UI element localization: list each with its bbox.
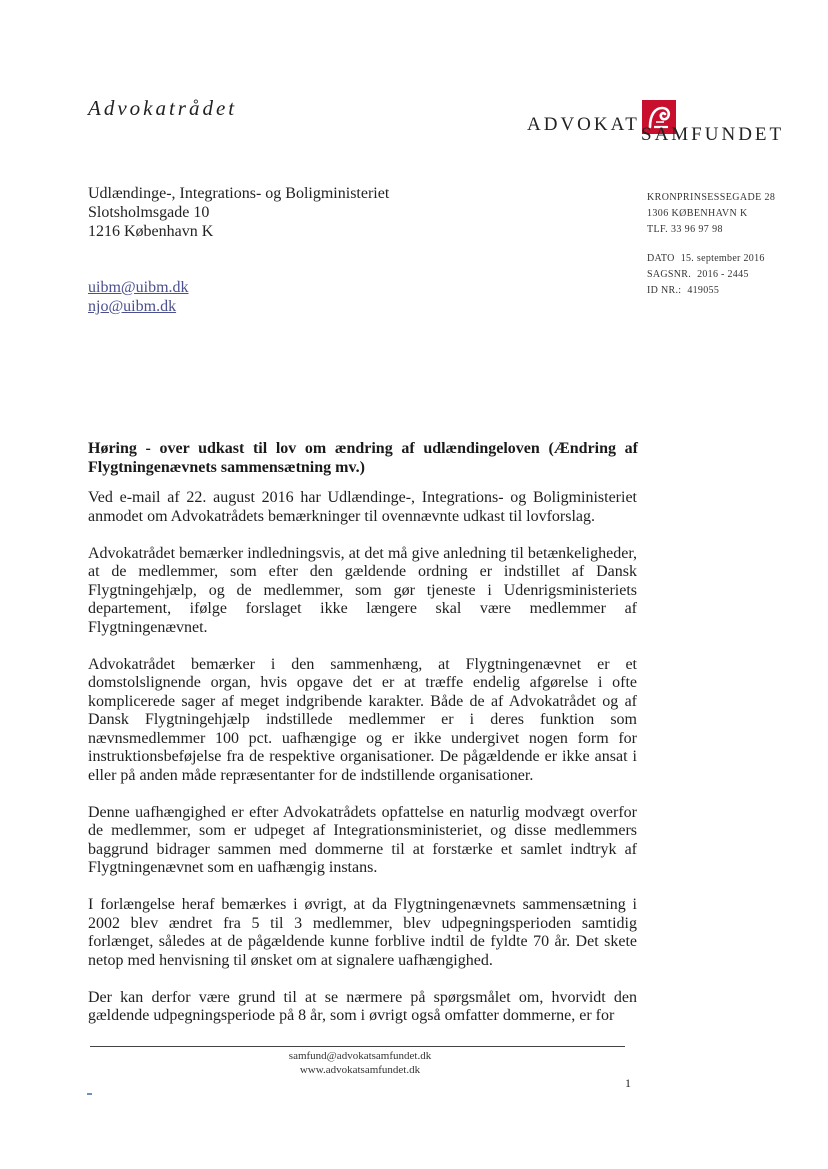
- body-paragraph: Denne uafhængighed er efter Advokatrådets opfattelse en naturlig modvægt overfor de medlemmer, som er udpeget af Integrationsministeriet, og disse medlemmers baggrund bidrager sammen med dommerne til at forstærke et samlet indtryk af Flygtningenævnet som en uafhængig instans.: [88, 803, 637, 876]
- letter-subject: Høring - over udkast til lov om ændring af udlændingeloven (Ændring af Flygtningenævnets sammensætning mv.): [88, 440, 638, 476]
- date-label: DATO: [647, 253, 675, 264]
- case-value: 2016 - 2445: [697, 269, 749, 280]
- recipient-line: 1216 København K: [88, 223, 214, 240]
- letter-meta: [647, 251, 765, 299]
- logo-text-line1: ADVOKAT: [527, 114, 640, 135]
- sender-line: 1306 KØBENHAVN K: [647, 208, 748, 219]
- recipient-line: Slotsholmsgade 10: [88, 204, 210, 221]
- body-paragraph: Advokatrådet bemærker i den sammenhæng, at Flygtningenævnet er et domstolslignende organ, hvis opgave det er at træffe endelig afgørelse i ofte komplicerede sager af meget indgribende karakter. Både de af Advokatrådet og af Dansk Flygtningehjælp indstillede medlemmer er i deres funktion som nævnsmedlemmer 100 pct. uafhængige og er ikke undergivet nogen form for instruktionsbeføjelse fra de respektive organisationer. De pågældende er ikke ansat i eller på anden måde repræsentanter for de indstillende organisationer.: [88, 655, 637, 784]
- id-row: [647, 283, 765, 299]
- page-number: 1: [625, 1076, 631, 1090]
- body-paragraph: Advokatrådet bemærker indledningsvis, at det må give anledning til betænkeligheder, at de medlemmer, som efter den gældende ordning er indstillet af Dansk Flygtningehjælp, og de medlemmer, som gør tjeneste i Udenrigsministeriets departement, ifølge forslaget ikke længere skal være medlemmer af Flygtningenævnet.: [88, 544, 637, 636]
- sender-line: TLF. 33 96 97 98: [647, 224, 723, 235]
- footer-divider: [90, 1046, 625, 1047]
- case-row: [647, 267, 765, 283]
- footer-contact: [200, 1049, 520, 1077]
- email-list: [88, 278, 189, 316]
- letter-body: [88, 489, 637, 1044]
- org-title: Advokatrådet: [88, 96, 238, 120]
- recipient-address: [88, 184, 389, 241]
- recipient-line: Udlændinge-, Integrations- og Boligministeriet: [88, 185, 390, 202]
- email-link[interactable]: uibm@uibm.dk: [88, 279, 189, 296]
- id-value: 419055: [687, 285, 720, 296]
- footer-web: www.advokatsamfundet.dk: [299, 1064, 421, 1076]
- logo-text-line2: SAMFUNDET: [641, 124, 785, 145]
- body-paragraph: Der kan derfor være grund til at se nærmere på spørgsmålet om, hvorvidt den gældende udpegningsperiode på 8 år, som i øvrigt også omfatter dommerne, er for: [88, 988, 637, 1024]
- date-row: [647, 251, 765, 267]
- case-label: SAGSNR.: [647, 269, 692, 280]
- body-paragraph: I forlængelse heraf bemærkes i øvrigt, at da Flygtningenævnets sammensætning i 2002 blev ændret fra 5 til 3 medlemmer, blev udpegningsperioden samtidig forlænget, således at de pågældende kunne forblive indtil de fyldte 70 år. Det skete netop med henvisning til ønsket om at signalere uafhængighed.: [88, 896, 637, 969]
- date-value: 15. september 2016: [680, 253, 765, 264]
- footer-email: samfund@advokatsamfundet.dk: [288, 1050, 432, 1062]
- id-label: ID NR.:: [647, 285, 682, 296]
- body-paragraph: Ved e-mail af 22. august 2016 har Udlændinge-, Integrations- og Boligministeriet anmodet om Advokatrådets bemærkninger til ovennævnte udkast til lovforslag.: [88, 489, 637, 525]
- email-link[interactable]: njo@uibm.dk: [88, 298, 177, 315]
- scan-mark: [87, 1093, 92, 1095]
- sender-line: KRONPRINSESSEGADE 28: [647, 192, 776, 203]
- sender-address: [647, 190, 775, 238]
